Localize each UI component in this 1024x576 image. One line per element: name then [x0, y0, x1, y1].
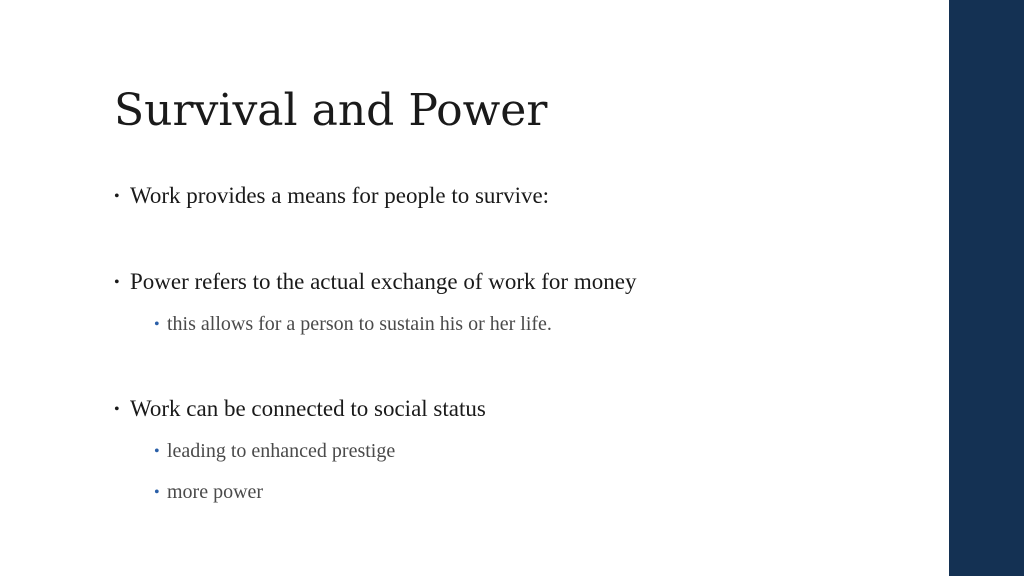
- bullet-text: Work can be connected to social status: [130, 396, 486, 421]
- bullet-text: Work provides a means for people to survive:: [130, 183, 550, 208]
- bullet-item: [114, 395, 486, 424]
- sub-bullet-marker: •: [154, 443, 160, 460]
- bullet-marker: •: [114, 274, 120, 291]
- slide-title: Survival and Power: [114, 85, 548, 136]
- side-accent-panel: [949, 0, 1024, 576]
- sub-bullet-item: [154, 439, 395, 464]
- bullet-list: [114, 0, 934, 576]
- sub-bullet-marker: •: [154, 484, 160, 501]
- sub-bullet-text: more power: [167, 481, 264, 503]
- sub-bullet-text: this allows for a person to sustain his or her life.: [167, 313, 552, 335]
- bullet-marker: •: [114, 188, 120, 205]
- sub-bullet-item: [154, 480, 263, 505]
- bullet-item: [114, 268, 636, 297]
- sub-bullet-item: [154, 312, 552, 337]
- sub-bullet-text: leading to enhanced prestige: [167, 440, 396, 462]
- bullet-marker: •: [114, 401, 120, 418]
- sub-bullet-marker: •: [154, 316, 160, 333]
- bullet-item: [114, 182, 549, 211]
- bullet-text: Power refers to the actual exchange of work for money: [130, 269, 637, 294]
